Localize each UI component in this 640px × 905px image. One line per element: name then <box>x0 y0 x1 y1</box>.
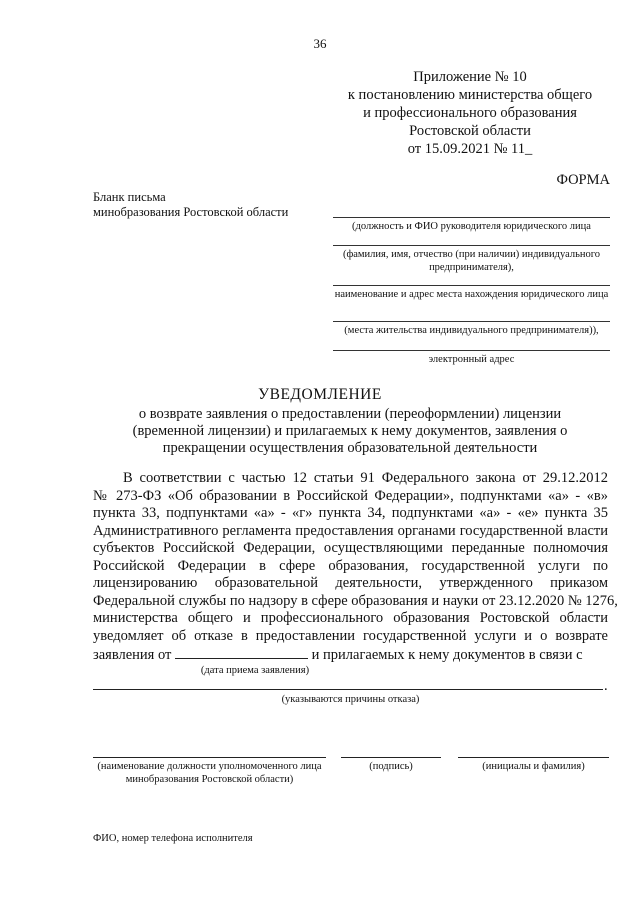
signature-field[interactable] <box>341 757 441 758</box>
subtitle-line: прекращении осуществления образовательной деятельности <box>162 440 538 456</box>
body-line: субъектов Российской Федерации, осуществляющими переданные полномочия <box>93 540 608 556</box>
body-last-line <box>93 645 608 663</box>
body-line: министерства общего и профессионального образования Ростовской области <box>93 610 608 626</box>
appendix-line: Приложение № 10 <box>413 69 527 85</box>
field-caption: (фамилия, имя, отчество (при наличии) индивидуального предпринимателя), <box>342 249 601 273</box>
field-caption: (места жительства индивидуального предпринимателя)), <box>344 325 599 336</box>
body-line: лицензированию образовательной деятельности, утвержденного приказом <box>93 575 608 591</box>
initials-field[interactable] <box>458 757 609 758</box>
body-last-suffix: и прилагаемых к нему документов в связи с <box>311 647 583 663</box>
notice-title: УВЕДОМЛЕНИЕ <box>258 386 382 403</box>
notice-subtitle <box>60 406 640 457</box>
body-line: Федеральной службы по надзору в сфере образования и науки от 23.12.2020 № 1276, <box>93 592 618 609</box>
field-caption: электронный адрес <box>428 354 515 365</box>
body-line: В соответствии с частью 12 статьи 91 Федерального закона от 29.12.2012 <box>123 470 608 486</box>
body-line: пункта 33, подпунктами «а» - «г» пункта 34, подпунктами «а» - «е» пункта 35 <box>93 505 608 521</box>
executor-note: ФИО, номер телефона исполнителя <box>93 833 253 844</box>
fill-line <box>333 285 610 286</box>
subtitle-line: (временной лицензии) и прилагаемых к нему документов, заявления о <box>132 423 568 439</box>
position-caption-line: (наименование должности уполномоченного лица <box>97 761 322 772</box>
recipient-field-name[interactable] <box>333 245 610 274</box>
position-field[interactable] <box>93 757 326 758</box>
reason-period: . <box>604 678 608 694</box>
appendix-line: и профессионального образования <box>363 105 577 121</box>
body-line: № 273-ФЗ «Об образовании в Российской Федерации», подпунктами «а» - «в» <box>93 487 608 504</box>
fill-line <box>333 350 610 351</box>
fill-line <box>333 321 610 322</box>
reason-field[interactable] <box>93 689 603 690</box>
reason-caption: (указываются причины отказа) <box>281 694 420 705</box>
body-last-prefix: заявления от <box>93 647 172 663</box>
body-line: уведомляет об отказе в предоставлении государственной услуги и о возврате <box>93 627 608 644</box>
appendix-line: от 15.09.2021 № 11_ <box>407 141 533 157</box>
signature-caption: (подпись) <box>369 761 413 772</box>
body-text <box>93 470 618 663</box>
letterhead <box>93 190 288 220</box>
application-date-field[interactable] <box>175 645 308 659</box>
field-caption: (должность и ФИО руководителя юридического лица <box>352 221 591 232</box>
fill-line <box>333 217 610 218</box>
body-line: Административного регламента предоставления органами государственной власти <box>93 522 608 539</box>
subtitle-line: о возврате заявления о предоставлении (переоформлении) лицензии <box>138 406 562 422</box>
recipient-field-email[interactable] <box>333 350 610 366</box>
forma-label: ФОРМА <box>556 172 610 188</box>
recipient-field-address[interactable] <box>333 285 610 301</box>
letterhead-line: минобразования Ростовской области <box>93 205 289 219</box>
fill-line <box>333 245 610 246</box>
appendix-line: к постановлению министерства общего <box>347 87 593 103</box>
recipient-field-residence[interactable] <box>333 321 610 337</box>
field-caption: наименование и адрес места нахождения юридического лица <box>334 289 609 300</box>
appendix-line: Ростовской области <box>409 123 531 139</box>
body-line: Российской Федерации в сфере образования, государственной услуги по <box>93 557 608 574</box>
letterhead-line: Бланк письма <box>93 190 166 204</box>
position-caption-line: минобразования Ростовской области) <box>125 774 294 785</box>
initials-caption: (инициалы и фамилия) <box>482 761 585 772</box>
recipient-field-position[interactable] <box>333 217 610 233</box>
date-caption: (дата приема заявления) <box>200 665 310 676</box>
appendix-block <box>330 68 610 158</box>
position-caption <box>87 760 332 786</box>
page-number: 36 <box>313 36 327 51</box>
